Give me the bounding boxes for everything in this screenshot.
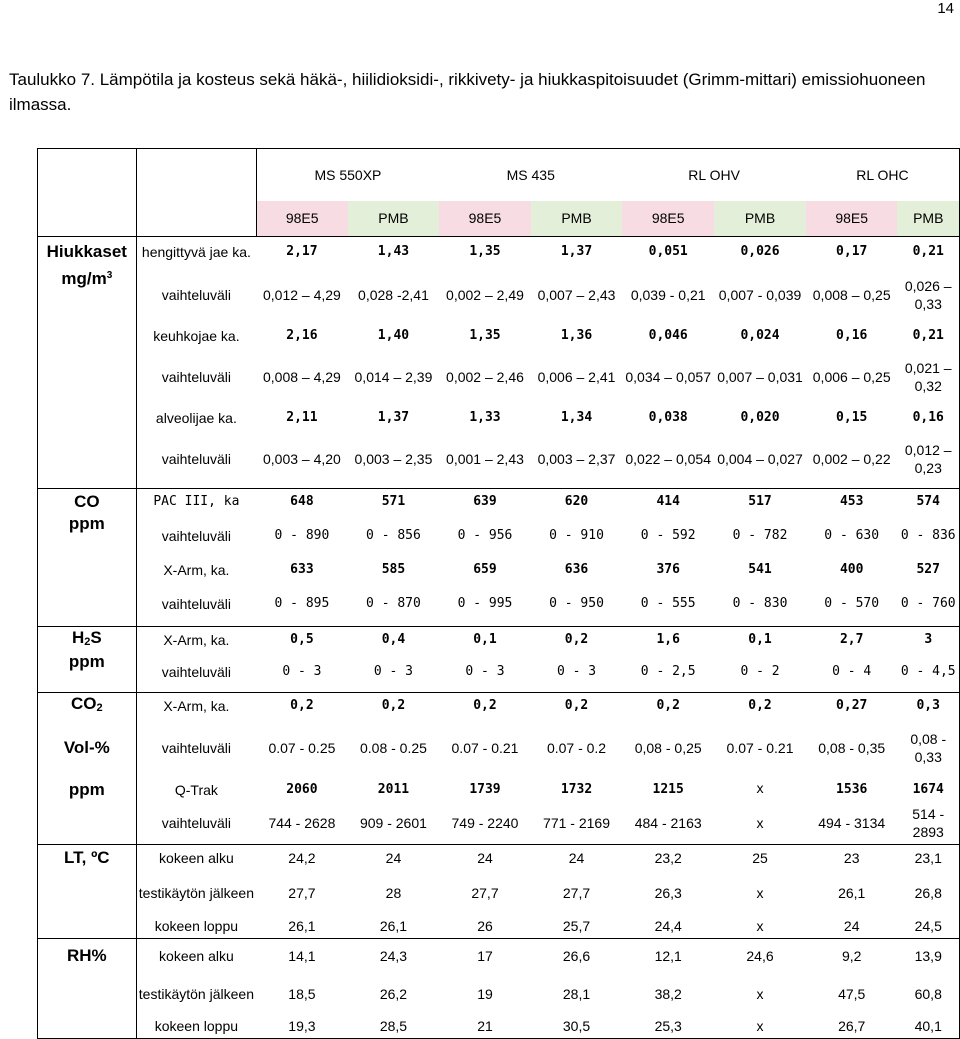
table-cell: 38,2 xyxy=(654,985,682,1002)
table-cell: 0 - 856 xyxy=(366,527,421,543)
group-spacer xyxy=(38,915,137,939)
table-cell: 0,002 – 0,22 xyxy=(806,431,898,489)
table-cell: 0,2 xyxy=(381,697,406,713)
device-header: RL OHC xyxy=(806,149,960,201)
table-cell: 0 - 890 xyxy=(274,527,330,543)
table-cell: 0 - 2,5 xyxy=(622,653,714,693)
table-cell: 1,36 xyxy=(560,327,593,343)
table-cell: 2,11 xyxy=(286,409,318,425)
table-cell: 0,012 – 4,29 xyxy=(262,286,341,303)
fuel-header: 98E5 xyxy=(622,201,714,237)
table-cell: 0,2 xyxy=(290,697,314,713)
table-cell: 27,7 xyxy=(562,884,591,901)
table-cell: 1,43 xyxy=(348,237,440,267)
table-cell: 1,33 xyxy=(469,409,501,425)
table-cell: 0.08 - 0.25 xyxy=(359,739,427,756)
table-cell: 0.07 - 0.21 xyxy=(451,739,519,756)
table-cell: 0 - 956 xyxy=(457,527,513,543)
table-cell: 12,1 xyxy=(654,947,682,964)
row-label: X-Arm, ka. xyxy=(163,697,230,714)
table-cell: 0,006 – 2,41 xyxy=(537,368,616,385)
table-cell: 27,7 xyxy=(288,884,316,901)
table-cell: 0,028 -2,41 xyxy=(358,286,429,303)
table-cell: 23,1 xyxy=(897,845,959,871)
table-cell: 909 - 2601 xyxy=(348,803,440,845)
row-label: vaihteluväli xyxy=(161,286,232,303)
table-cell: 1732 xyxy=(560,781,593,797)
group-spacer xyxy=(38,557,137,583)
table-cell: 749 - 2240 xyxy=(439,803,531,845)
table-cell: 0,27 xyxy=(836,697,868,713)
table-cell: 639 xyxy=(473,493,497,509)
group-title: Hiukkaset xyxy=(38,237,137,267)
table-cell: 0,024 xyxy=(740,327,780,343)
table-cell: 26,8 xyxy=(897,871,959,915)
table-cell: 517 xyxy=(748,493,772,509)
table-cell: 0,002 – 2,49 xyxy=(446,286,524,303)
fuel-header: 98E5 xyxy=(439,201,531,237)
table-cell: 0,1 xyxy=(473,631,497,647)
table-cell: 585 xyxy=(381,561,406,577)
group-unit: ppm xyxy=(38,777,137,803)
fuel-header: PMB xyxy=(714,201,806,237)
group-unit: $mg/m^3$ xyxy=(38,267,137,323)
table-cell: x xyxy=(714,915,806,939)
table-cell: 0 - 592 xyxy=(640,527,696,543)
table-cell: x xyxy=(756,884,764,901)
table-cell: 1,35 xyxy=(439,237,531,267)
table-cell: 2,17 xyxy=(256,237,348,267)
table-cell: 1739 xyxy=(469,781,501,797)
table-cell: 0,3 xyxy=(897,693,959,719)
table-cell: 0,5 xyxy=(290,631,314,647)
table-cell: 24 xyxy=(568,849,585,866)
group-spacer xyxy=(38,871,137,915)
table-cell: 0,002 – 2,46 xyxy=(446,368,524,385)
table-cell: 0,012 – 0,23 xyxy=(897,431,959,489)
table-cell: 26,3 xyxy=(654,884,682,901)
label-header-cell xyxy=(136,149,256,237)
table-cell: 25 xyxy=(752,849,768,866)
table-cell: 648 xyxy=(290,493,314,509)
table-cell: 0,17 xyxy=(806,237,898,267)
row-label: PAC III, ka xyxy=(153,493,240,509)
row-label: kokeen alku xyxy=(159,947,234,964)
table-cell: 1,34 xyxy=(560,409,593,425)
table-cell: 24,4 xyxy=(622,915,714,939)
table-cell: 636 xyxy=(564,561,589,577)
table-cell: 0,046 xyxy=(648,327,688,343)
table-cell: 0,006 – 0,25 xyxy=(812,368,891,385)
row-label: vaihteluväli xyxy=(161,739,232,756)
table-cell: 574 xyxy=(897,489,959,515)
table-cell: 494 - 3134 xyxy=(806,803,898,845)
fuel-header: 98E5 xyxy=(806,201,898,237)
table-cell: 0 - 3 xyxy=(531,653,623,693)
table-cell: 24 xyxy=(385,849,402,866)
table-cell: 484 - 2163 xyxy=(622,803,714,845)
table-cell: 26,1 xyxy=(256,915,348,939)
table-cell: 0 - 4,5 xyxy=(897,653,959,693)
table-cell: 0.07 - 0.2 xyxy=(546,739,607,756)
table-cell: 1,6 xyxy=(656,631,680,647)
table-cell: 414 xyxy=(656,493,680,509)
table-cell: 0 - 760 xyxy=(897,583,959,627)
table-cell: 0,003 – 2,35 xyxy=(348,431,440,489)
table-cell: 0,008 – 4,29 xyxy=(262,368,341,385)
row-label: keuhkojae ka. xyxy=(153,327,240,344)
table-cell: 0,21 xyxy=(897,323,959,349)
table-cell: 0,2 xyxy=(656,697,680,713)
table-cell: 0,051 xyxy=(622,237,714,267)
table-cell: 26,7 xyxy=(806,1015,898,1039)
device-header: RL OHV xyxy=(622,149,806,201)
table-cell: x xyxy=(714,803,806,845)
table-cell: 1674 xyxy=(897,777,959,803)
table-cell: x xyxy=(756,985,764,1002)
group-spacer xyxy=(38,803,137,845)
fuel-header: PMB xyxy=(531,201,623,237)
group-spacer xyxy=(38,431,137,489)
row-label: hengittyvä jae ka. xyxy=(136,237,256,267)
table-cell: 24,2 xyxy=(288,849,316,866)
table-cell: 744 - 2628 xyxy=(256,803,348,845)
table-cell: x xyxy=(714,1015,806,1039)
row-label: testikäytön jälkeen xyxy=(138,985,254,1002)
row-label: testikäytön jälkeen xyxy=(138,884,254,901)
device-header: MS 435 xyxy=(439,149,622,201)
table-cell: 2,16 xyxy=(286,327,318,343)
device-header: MS 550XP xyxy=(256,149,439,201)
row-label: vaihteluväli xyxy=(136,431,256,489)
table-cell: 26 xyxy=(439,915,531,939)
row-label: alveolijae ka. xyxy=(155,409,237,426)
table-cell: 659 xyxy=(473,561,497,577)
table-cell: 0,16 xyxy=(897,405,959,431)
table-cell: 23 xyxy=(843,849,860,866)
row-label: X-Arm, ka. xyxy=(163,631,230,648)
group-unit: ppm xyxy=(38,515,137,557)
table-cell: 541 xyxy=(748,561,772,577)
table-cell: 0,4 xyxy=(381,631,406,647)
table-cell: 0,2 xyxy=(748,697,772,713)
table-cell: 60,8 xyxy=(897,973,959,1015)
table-cell: 26,2 xyxy=(379,985,408,1002)
table-cell: 0,007 – 2,43 xyxy=(537,286,616,303)
table-cell: 0 - 3 xyxy=(348,653,440,693)
table-cell: 0.07 - 0.25 xyxy=(268,739,336,756)
table-cell: 28 xyxy=(385,884,402,901)
table-cell: 26,1 xyxy=(838,884,866,901)
table-cell: 26,1 xyxy=(348,915,440,939)
group-spacer xyxy=(38,583,137,627)
table-cell: 0 - 570 xyxy=(806,583,898,627)
fuel-header: PMB xyxy=(348,201,440,237)
table-cell: 0,2 xyxy=(564,631,589,647)
table-cell: 0 - 630 xyxy=(824,527,880,543)
table-cell: 3 xyxy=(897,627,959,653)
table-cell: 0 - 836 xyxy=(897,515,959,557)
table-cell: 0,08 - 0,25 xyxy=(634,739,702,756)
table-cell: 0 - 950 xyxy=(531,583,623,627)
group-title: CO2 xyxy=(38,693,137,719)
table-cell: 21 xyxy=(439,1015,531,1039)
table-cell: 2,7 xyxy=(839,631,864,647)
table-cell: 0 - 895 xyxy=(256,583,348,627)
table-cell: 14,1 xyxy=(288,947,316,964)
row-label: vaihteluväli xyxy=(136,653,256,693)
group-unit: Vol-% xyxy=(38,719,137,777)
fuel-header: 98E5 xyxy=(256,201,348,237)
table-cell: 0 - 4 xyxy=(806,653,898,693)
table-cell: 24 xyxy=(806,915,898,939)
row-label: kokeen loppu xyxy=(136,915,256,939)
table-cell: 0,026 xyxy=(714,237,806,267)
table-cell: 2060 xyxy=(286,781,318,797)
group-title: RH% xyxy=(38,939,137,973)
table-cell: 25,3 xyxy=(622,1015,714,1039)
row-label: X-Arm, ka. xyxy=(163,561,230,578)
group-unit: ppm xyxy=(38,653,137,693)
table-cell: 26,6 xyxy=(562,947,591,964)
table-cell: 0 - 3 xyxy=(256,653,348,693)
table-cell: 0 - 830 xyxy=(714,583,806,627)
table-cell: 0 - 3 xyxy=(439,653,531,693)
group-spacer xyxy=(38,323,137,349)
group-spacer xyxy=(38,349,137,405)
table-cell: 376 xyxy=(656,561,680,577)
table-cell: 25,7 xyxy=(531,915,623,939)
table-cell: 24,3 xyxy=(379,947,408,964)
table-cell: 30,5 xyxy=(531,1015,623,1039)
table-cell: 0,1 xyxy=(748,631,772,647)
table-cell: 0 - 910 xyxy=(549,527,604,543)
table-cell: 28,1 xyxy=(562,985,591,1002)
table-cell: 0,039 - 0,21 xyxy=(630,286,706,303)
table-caption: Taulukko 7. Lämpötila ja kosteus sekä häkä-, hiilidioksidi-, rikkivety- ja hiukkaspitoisuudet (Grimm-mittari) emissiohuoneen ilmassa. xyxy=(9,70,926,114)
table-cell: 0,007 - 0,039 xyxy=(718,286,802,303)
table-cell: 19 xyxy=(477,985,493,1002)
row-label: kokeen loppu xyxy=(136,1015,256,1039)
group-title: H2S xyxy=(38,627,137,653)
table-cell: 527 xyxy=(897,557,959,583)
table-cell: 1,35 xyxy=(469,327,501,343)
group-spacer xyxy=(38,405,137,431)
group-spacer xyxy=(38,1015,137,1039)
group-title: LT, ºC xyxy=(38,845,137,871)
table-cell: 0,003 – 2,37 xyxy=(531,431,623,489)
table-cell: 571 xyxy=(381,493,406,509)
table-cell: 0,021 – 0,32 xyxy=(897,349,959,405)
table-cell: 0,004 – 0,027 xyxy=(714,431,806,489)
row-label: Q-Trak xyxy=(174,781,218,798)
row-label: vaihteluväli xyxy=(161,527,232,544)
group-spacer xyxy=(38,973,137,1015)
table-cell: 24,6 xyxy=(746,947,774,964)
table-cell: 0,08 - 0,35 xyxy=(818,739,886,756)
table-cell: 1,40 xyxy=(377,327,410,343)
table-cell: 47,5 xyxy=(838,985,866,1002)
table-cell: 0,001 – 2,43 xyxy=(439,431,531,489)
table-cell: 0.07 - 0.21 xyxy=(726,739,794,756)
table-cell: 0,022 – 0,054 xyxy=(622,431,714,489)
table-cell: 1,37 xyxy=(377,409,410,425)
table-cell: 40,1 xyxy=(897,1015,959,1039)
table-cell: 0 - 555 xyxy=(622,583,714,627)
table-cell: 0,008 – 0,25 xyxy=(812,286,891,303)
table-cell: 0,2 xyxy=(564,697,589,713)
table-cell: 1,37 xyxy=(531,237,623,267)
page-number: 14 xyxy=(937,0,954,17)
table-cell: 23,2 xyxy=(654,849,682,866)
table-cell: 0,020 xyxy=(740,409,780,425)
table-cell: 400 xyxy=(839,561,864,577)
row-label: kokeen alku xyxy=(159,849,234,866)
table-cell: 13,9 xyxy=(897,939,959,973)
table-cell: 0,007 – 0,031 xyxy=(717,368,803,385)
table-cell: 771 - 2169 xyxy=(531,803,623,845)
table-cell: 0 - 870 xyxy=(348,583,440,627)
emission-table xyxy=(37,148,960,1039)
row-label: vaihteluväli xyxy=(161,368,232,385)
table-cell: 0 - 2 xyxy=(714,653,806,693)
table-cell: 620 xyxy=(564,493,589,509)
table-cell: 0,2 xyxy=(473,697,497,713)
table-cell: 514 - 2893 xyxy=(897,803,959,845)
table-cell: 0,026 – 0,33 xyxy=(897,267,959,323)
table-cell: 1215 xyxy=(652,781,684,797)
table-cell: 0,003 – 4,20 xyxy=(256,431,348,489)
table-cell: 453 xyxy=(839,493,864,509)
table-cell: 0,034 – 0,057 xyxy=(625,368,712,385)
table-cell: 19,3 xyxy=(256,1015,348,1039)
corner-cell xyxy=(38,149,137,237)
table-cell: 28,5 xyxy=(348,1015,440,1039)
table-cell: 633 xyxy=(290,561,314,577)
table-cell: 9,2 xyxy=(841,947,862,964)
table-cell: x xyxy=(756,781,764,797)
table-cell: 17 xyxy=(477,947,493,964)
table-cell: 18,5 xyxy=(288,985,316,1002)
table-cell: 2011 xyxy=(377,781,410,797)
table-cell: 0,08 - 0,33 xyxy=(897,719,959,777)
table-cell: 27,7 xyxy=(471,884,499,901)
table-cell: 0 - 782 xyxy=(732,527,788,543)
table-cell: 0 - 995 xyxy=(439,583,531,627)
row-label: vaihteluväli xyxy=(136,803,256,845)
fuel-header: PMB xyxy=(897,201,959,237)
table-cell: 0,16 xyxy=(836,327,868,343)
table-cell: 0,038 xyxy=(648,409,688,425)
table-cell: 0,21 xyxy=(897,237,959,267)
table-cell: 0,15 xyxy=(836,409,868,425)
group-title: CO xyxy=(38,489,137,515)
table-cell: 24 xyxy=(477,849,493,866)
table-cell: 24,5 xyxy=(897,915,959,939)
table-cell: 1536 xyxy=(836,781,868,797)
row-label: vaihteluväli xyxy=(136,583,256,627)
table-cell: 0,014 – 2,39 xyxy=(354,368,433,385)
